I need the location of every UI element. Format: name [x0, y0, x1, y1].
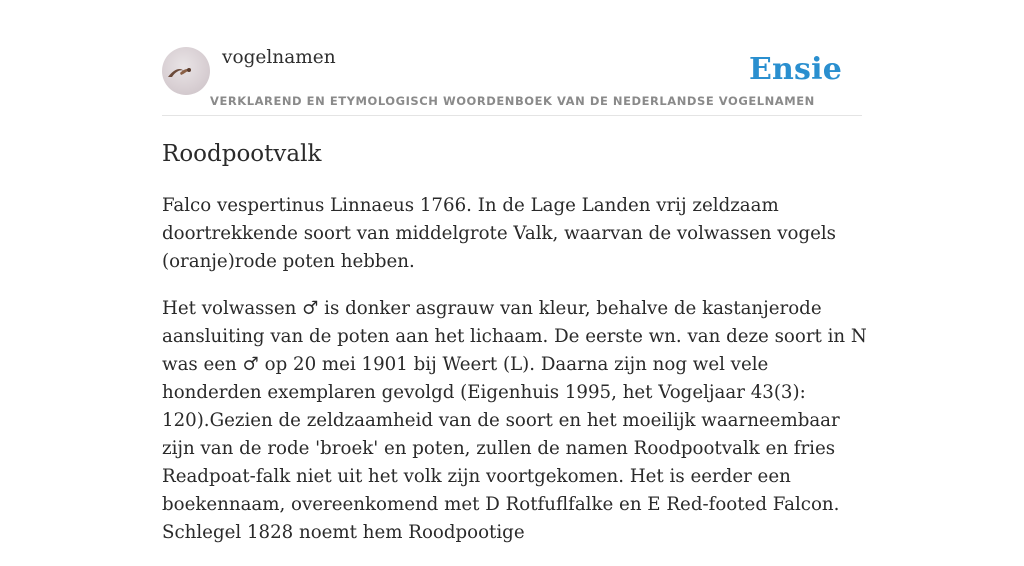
site-subtitle: VERKLAREND EN ETYMOLOGISCH WOORDENBOEK VAN DE NEDERLANDSE VOGELNAMEN: [210, 94, 815, 108]
header-divider: [162, 115, 862, 116]
site-name-link[interactable]: vogelnamen: [222, 47, 336, 68]
article-paragraph: Het volwassen ♂ is donker asgrauw van kleur, behalve de kastanjerode aansluiting van de poten aan het lichaam. De eerste wn. van deze soort in N was een ♂ op 20 mei 1901 bij Weert (L). Daarna zijn nog wel vele honderden exemplaren gevolgd (Eigenhuis 1995, het Vogeljaar 43(3): 120).Gezien de zeldzaamheid van de soort en het moeilijk waarneembaar zijn van de rode 'broek' en poten, zullen de namen Roodpootvalk en fries Readpoat-falk niet uit het volk zijn voortgekomen. Het is eerder een boekennaam, overeenkomend met D Rotfuflfalke en E Red-footed Falcon. Schlegel 1828 noemt hem Roodpootige: [162, 298, 867, 543]
article-paragraph: Falco vespertinus Linnaeus 1766. In de Lage Landen vrij zeldzaam doortrekkende soort van middelgrote Valk, waarvan de volwassen vogels (oranje)rode poten hebben.: [162, 195, 837, 272]
site-avatar[interactable]: [162, 47, 210, 95]
page-title: Roodpootvalk: [162, 141, 322, 167]
ensie-logo[interactable]: Ensie: [748, 52, 842, 87]
bird-icon: [162, 47, 210, 95]
article-body: [162, 192, 867, 566]
